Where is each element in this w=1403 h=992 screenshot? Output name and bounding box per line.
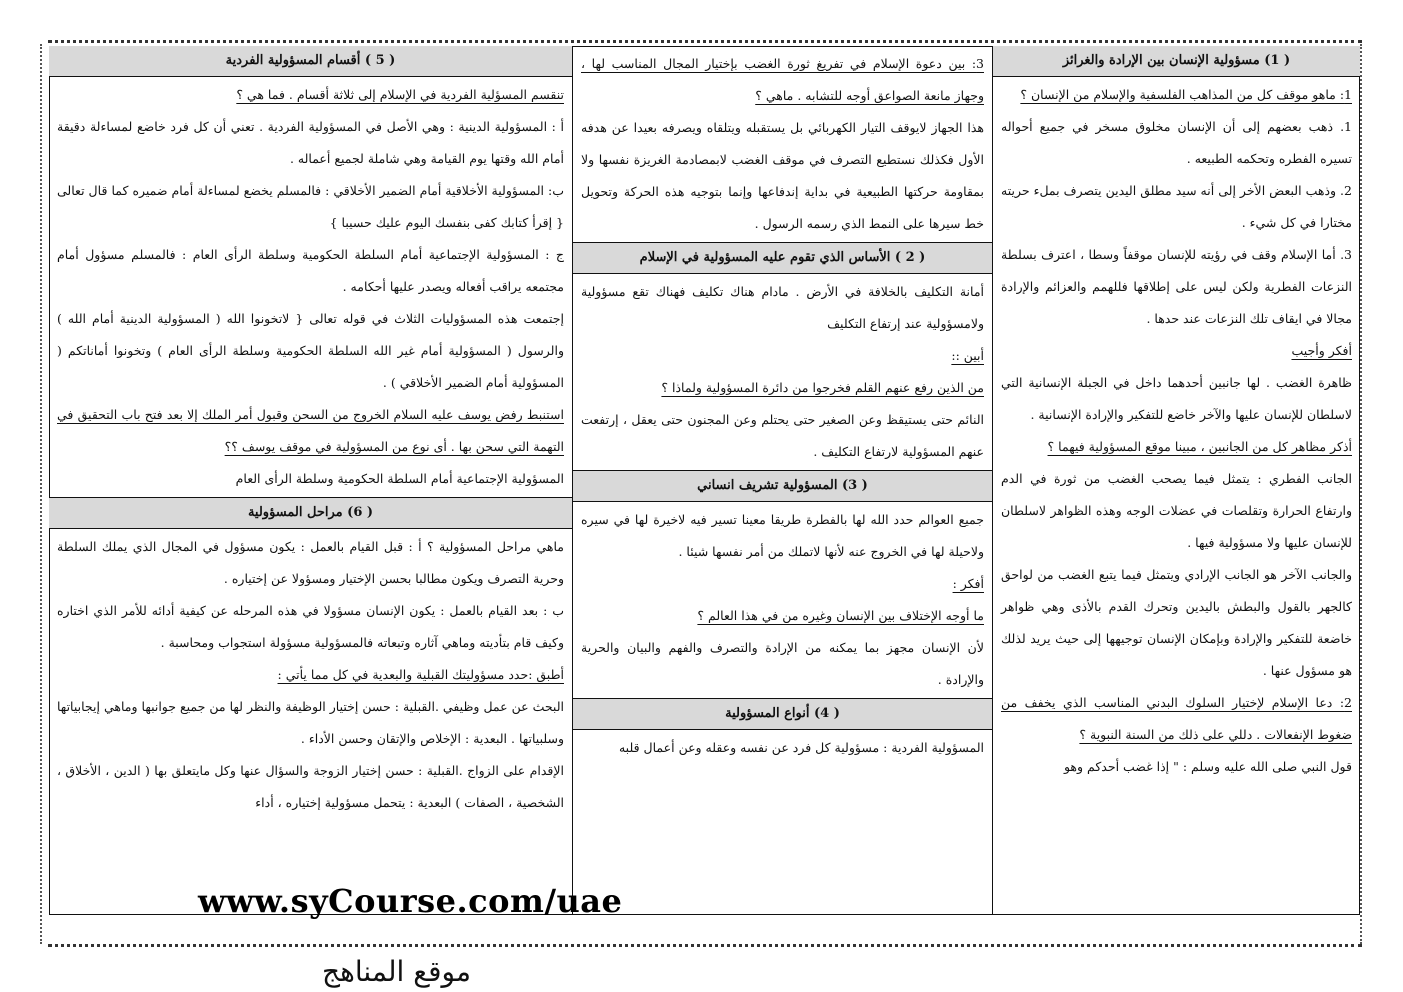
deduce-question: استنبط رفض يوسف عليه السلام الخروج من السحن وقبول أمر الملك إلا بعد فتح باب التحقيق في التهمة التي سحن بها . أى نوع من المسؤولية في موقف يوسف ؟؟ [57, 407, 564, 454]
question-aspects: أذكر مظاهر كل من الجانبين ، مبينا موقع المسؤولية فيهما ؟ [1047, 439, 1352, 454]
section-5-body [49, 77, 572, 497]
section-3-header: ( 3) المسؤولية تشريف انساني [573, 470, 992, 502]
social-responsibility: ج : المسؤولية الإجتماعية أمام السلطة الحكومية وسلطة الرأى العام : فالمسلم مسؤول أمام مجتمعه يراقب أفعاله ويصدر عليها أحكامه . [57, 247, 564, 294]
section-2-question: من الذين رفع عنهم القلم فخرجوا من دائرة المسؤولية ولماذا ؟ [661, 380, 984, 395]
question-1: 1: ماهو موقف كل من المذاهب الفلسفية والإسلام من الإنسان ؟ [1020, 87, 1352, 102]
moral-responsibility: ب: المسؤولية الأخلاقية أمام الضمير الأخلاقي : فالمسلم يخضع لمساءلة أمام ضميره كما قال تعالى { إقرأ كتابك كفى بنفسك اليوم عليك حسيبا } [57, 183, 564, 230]
instinctive-aspect: الجانب الفطري : يتمثل فيما يصحب الغضب من ثورة في الدم وارتفاع الحرارة وتقلصات في عضلات الوجه وهذه الظواهر لاسلطان للإنسان عليها ولا مسؤولية فيها . [1001, 471, 1352, 550]
deduce-answer: المسؤولية الإجتماعية أمام السلطة الحكومية وسلطة الرأى العام [235, 471, 564, 486]
stage-after: ب : بعد القيام بالعمل : يكون الإنسان مسؤولا في هذه المرحله عن كيفية أدائه للأمر الذي اختاره وكيف قام بتأديته وماهي آثاره وتبعاته فالمسؤولية مسؤولة استجواب ومحاسبة . [57, 603, 564, 650]
question-3: 3: بين دعوة الإسلام في تفريغ ثورة الغضب بإختيار المجال المناسب لها ، وجهاز مانعة الصواعق أوجه للتشابه . ماهي ؟ [581, 56, 984, 103]
apply-job: البحث عن عمل وظيفي .القبلية : حسن إختيار الوظيفة والنظر لها من جميع جوانبها وماهي إيجابياتها وسلبياتها . البعدية : الإخلاص والإتقان وحسن الأداء . [57, 699, 564, 746]
section-2-header: ( 2 ) الأساس الذي تقوم عليه المسؤولية في الإسلام [573, 242, 992, 274]
column-middle [572, 46, 992, 915]
column-left [49, 46, 572, 915]
section-6-body [49, 529, 572, 821]
anger-phenomenon: ظاهرة الغضب . لها جانبين أحدهما داخل في الجبلة الإنسانية التي لاسلطان للإنسان عليها والآخر خاضع للتفكير والإرادة الإنسانية . [1001, 375, 1352, 422]
section-2-answer: النائم حتى يستيقظ وعن الصغير حتى يحتلم وعن المجنون حتى يعقل ، إرتفعت عنهم المسؤولية لارتفاع التكليف . [581, 412, 984, 459]
section-4-header: ( 4) أنواع المسؤولية [573, 698, 992, 730]
section-2-body [573, 274, 992, 470]
answer-3: هذا الجهاز لايوقف التيار الكهربائي بل يستقبله ويتلقاه ويصرفه بعيدا عن هدفه الأول فكذلك نستطيع التصرف في موقف الغضب لابمصادمة الغريزة نفسها ولا بمقاومة حركتها الطبيعية في بداية إندفاعها وإنما بتوجيه هذه الحركة وتحويل خط سيرها على النمط الذي رسمه الرسول . [581, 120, 984, 231]
left-dotted-border [40, 44, 42, 944]
answer-1-1: 1. ذهب بعضهم إلى أن الإنسان مخلوق مسخر في جميع أحواله تسيره الفطره وتحكمه الطبيعه . [1001, 119, 1352, 166]
hadith-text: قول النبي صلى الله عليه وسلم : " إذا غضب أحدكم وهو [1063, 759, 1352, 774]
top-dotted-border [48, 40, 1362, 43]
section-4-body [573, 730, 992, 766]
section-1-body [993, 77, 1360, 785]
section-2-text: أمانة التكليف بالخلافة في الأرض . مادام هناك تكليف فهناك تقع مسؤولية ولامسؤولية عند إرتفاع التكليف [581, 284, 984, 331]
right-dotted-border [1360, 44, 1362, 944]
bottom-dotted-border [48, 944, 1362, 947]
religious-responsibility: أ : المسؤولية الدينية : وهي الأصل في المسؤولية الفردية . تعني أن كل فرد خاضع لمساءلة دقيقة أمام الله وقتها يوم القيامة وهي شاملة لجميع أعماله . [57, 119, 564, 166]
column-right [992, 46, 1360, 915]
question-2: 2: دعا الإسلام لإختيار السلوك البدني المناسب الذي يخفف من ضغوط الإنفعالات . دللي على ذلك من السنة النبوية ؟ [1001, 695, 1352, 742]
think-answer-heading: أفكر وأجيب [1291, 343, 1352, 358]
section-3-question: ما أوجه الإختلاف بين الإنسان وغيره من في هذا العالم ؟ [697, 608, 984, 623]
question-3-block [573, 46, 992, 242]
section-3-answer: لأن الإنسان مجهز بما يمكنه من الإرادة والتصرف والفهم والبيان والحرية والإرادة . [581, 640, 984, 687]
watermark-url: www.syCourse.com/uae [198, 882, 623, 920]
section-3-body [573, 502, 992, 698]
explain-heading: أبين :: [951, 348, 984, 363]
volitional-aspect: والجانب الآخر هو الجانب الإرادي ويتمثل فيما يتبع الغضب من لواحق كالجهر بالقول والبطش باليدين وتحرك القدم بالأذى وهي ظواهر خاضعة للتفكير والإرادة وبإمكان الإنسان توجيهها إلى حيث يريد لذلك هو مسؤول عنها . [1001, 567, 1352, 678]
section-5-question: تنقسم المسؤلية الفردية في الإسلام إلى ثلاثة أقسام . فما هي ؟ [236, 87, 564, 102]
answer-1-2: 2. وذهب البعض الأخر إلى أنه سيد مطلق اليدين يتصرف بملء حريته مختارا في كل شيء . [1001, 183, 1352, 230]
answer-1-3: 3. أما الإسلام وقف في رؤيته للإنسان موقفاً وسطا ، اعترف بسلطة النزعات الفطرية ولكن ليس على إطلاقها فللهمم والعزائم والإرادة مجالا في ايقاف تلك النزعات عند حدها . [1001, 247, 1352, 326]
verse-combined: إجتمعت هذه المسؤوليات الثلاث في قوله تعالى { لاتخونوا الله ( المسؤولية الدينية أمام الله ) والرسول ( المسؤولية أمام غير الله السلطة الحكومية وسلطة الرأى العام ) وتخونوا أماناتكم ( المسؤولية أمام الضمير الأخلاقي ) . [57, 311, 564, 390]
section-5-header: ( 5 ) أقسام المسؤولية الفردية [49, 46, 572, 77]
apply-heading: أطبق :حدد مسؤوليتك القبلية والبعدية في كل مما يأتي : [277, 667, 564, 682]
think-heading: أفكر : [952, 576, 984, 591]
apply-marriage: الإقدام على الزواج .القبلية : حسن إختيار الزوجة والسؤال عنها وكل مايتعلق بها ( الدين ، الأخلاق ، الشخصية ، الصفات ) البعدية : يتحمل مسؤولية إختياره ، أداء [57, 763, 564, 810]
section-1-header: ( 1) مسؤولية الإنسان بين الإرادة والغرائز [993, 46, 1360, 77]
stage-before: ماهي مراحل المسؤولية ؟ أ : قبل القيام بالعمل : يكون مسؤول في المجال الذي يملك السلطة وحرية التصرف ويكون مطالبا بحسن الإختيار ومسؤولا عن إختياره . [57, 539, 564, 586]
site-name: موقع المناهج [322, 955, 471, 988]
section-3-text: جميع العوالم حدد الله لها بالفطرة طريقا معينا تسير فيه لاخيرة لها في سيره ولاحيلة لها في الخروج عنه لأنها لاتملك من أمر نفسها شيئا . [581, 512, 984, 559]
section-6-header: ( 6) مراحل المسؤولية [49, 497, 572, 529]
section-4-text: المسؤولية الفردية : مسؤولية كل فرد عن نفسه وعقله وعن أعمال قلبه [618, 740, 984, 755]
